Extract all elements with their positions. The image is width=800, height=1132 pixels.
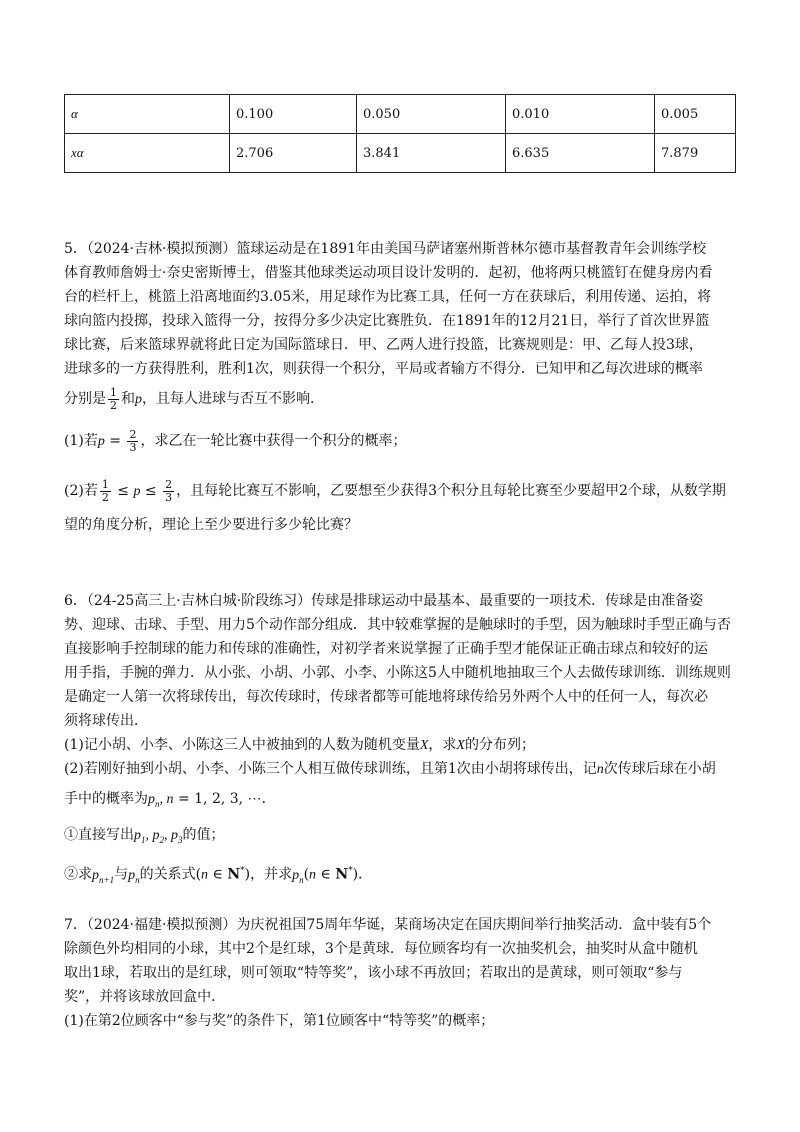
question-1: (1)记小胡、小李、小陈这三人中被抽到的人数为随机变量X，求X的分布列； [64,737,535,753]
text-span: ，求 [428,737,457,753]
fraction: $\frac{1}{2}$ [110,385,117,412]
table-header-cell: α [65,95,230,134]
problem-text-line: 势、迎球、击球、手型、用力5个动作部分组成．其中较难掌握的是触球时的手型，因为触球时手型正确与否 [64,617,731,633]
table-cell: 0.010 [506,95,655,134]
problem-text-line: 手中的概率为$p_n$, n = 1, 2, 3, ⋯． [64,791,276,809]
problem-text-line: 6．（24-25高三上·吉林白城·阶段练习）传球是排球运动中最基本、最重要的一项技术．传球是由准备姿 [64,593,704,609]
sub-question-2: ②求$p_{n+1}$与$p_n$的关系式(n ∈ N*)，并求$p_n(n$ ∈ N*)． [64,866,373,885]
problem-text-line: 5．（2024·吉林·模拟预测）篮球运动是在1891年由美国马萨诸塞州斯普林尔德市基督教青年会训练学校 [64,241,707,257]
question-2: (2)若刚好抽到小胡、小李、小陈三个人相互做传球训练，且第1次由小胡将球传出，记n次传球后球在小胡 [64,761,716,777]
problem-text-line: 取出1球，若取出的是红球，则可领取“特等奖”，该小球不再放回；若取出的是黄球，则可领取“参与 [64,965,683,981]
text-span: 分别是 [64,391,106,407]
problem-6 [64,589,739,889]
question-1: (1)在第2位顾客中“参与奖”的条件下，第1位顾客中“特等奖”的概率； [64,1013,495,1029]
text-span: ． [261,791,276,807]
critical-value-table [64,94,736,173]
text-span: ，并求 [250,866,293,883]
problem-text-line: 体育教师詹姆士·奈史密斯博士，借鉴其他球类运动项目设计发明的．起初，他将两只桃篮钉在健身房内看 [64,265,713,281]
table-cell: 0.050 [357,95,506,134]
problem-text-line: 直接影响手控制球的能力和传球的准确性，对初学者来说掌握了正确手型才能保证正确击球点和较好的运 [64,641,708,657]
text-span: 次传球后球在小胡 [603,761,716,777]
text-span: (2)若 [64,483,98,499]
problem-text-line: 球向篮内投掷，投球入篮得一分，按得分多少决定比赛胜负．在1891年的12月21日，举行了首次世界篮 [64,313,710,329]
table-row [65,95,736,134]
fraction: $\frac{2}{3}$ [165,477,173,504]
table-row [65,134,736,173]
text-span: 手中的概率为 [64,791,148,807]
problem-text-line: 望的角度分析，理论上至少要进行多少轮比赛？ [64,517,358,533]
fraction: $\frac{2}{3}$ [129,427,137,454]
problem-text-line: 台的栏杆上，桃篮上沿离地面约3.05米，用足球作为比赛工具，任何一方在获球后，利用传递、运拍，将 [64,289,712,305]
problem-text-line: 奖”，并将该球放回盒中． [64,989,226,1005]
text-span: ，且每人进球与否互不影响． [142,391,324,407]
text-span: ． [358,866,373,883]
problem-text-line: 进球多的一方获得胜利，胜利1次，则获得一个积分，平局或者输方不得分．已知甲和乙每次进球的概率 [64,361,703,377]
table-header-cell: xα [65,134,230,173]
problem-text-line: 用手指，手腕的弹力．从小张、小胡、小郭、小李、小陈这5人中随机地抽取三个人去做传球训练．训练规则 [64,665,731,681]
text-span: ，且每轮比赛互不影响，乙要想至少获得3个积分且每轮比赛至少要超甲2个球，从数学期 [176,483,726,499]
problem-text-line: 是确定一人第一次将球传出，每次传球时，传球者都等可能地将球传给另外两个人中的任何一人，每次必 [64,689,708,705]
question-2: (2)若 $\frac{1}{2}$ ≤ p ≤ $\frac{2}{3}$ ，且每轮比赛互不影响，乙要想至少获得3个积分且每轮比赛至少要超甲2个球，从数学期 [64,477,726,504]
table-cell: 7.879 [655,134,736,173]
text-span: 与 [114,866,129,883]
text-span: (1)记小胡、小李、小陈这三人中被抽到的人数为随机变量 [64,737,420,753]
problem-text-line: 分别是 $\frac{1}{2}$ 和p，且每人进球与否互不影响． [64,385,324,412]
text-span: 的关系式 [139,866,196,883]
text-span: 的值； [182,827,225,843]
text-span: (2)若刚好抽到小胡、小李、小陈三个人相互做传球训练，且第1次由小胡将球传出，记 [64,761,597,777]
question-1: (1)若p = $\frac{2}{3}$ ，求乙在一轮比赛中获得一个积分的概率； [64,427,407,454]
problem-text-line: 除颜色外均相同的小球，其中2个是红球，3个是黄球．每位顾客均有一次抽奖机会，抽奖时从盒中随机 [64,941,698,957]
problem-text-line: 球比赛，后来篮球界就将此日定为国际篮球日．甲、乙两人进行投篮，比赛规则是：甲、乙每人投3球， [64,337,703,353]
table-cell: 6.635 [506,134,655,173]
text-span: ②求 [64,866,92,883]
problem-text-line: 须将球传出． [64,713,148,729]
problem-text-line: 7．（2024·福建·模拟预测）为庆祝祖国75周年华诞，某商场决定在国庆期间举行抽奖活动．盒中装有5个 [64,917,712,933]
table-cell: 0.005 [655,95,736,134]
text-span: 的分布列； [464,737,535,753]
table-cell: 0.100 [230,95,357,134]
text-span: (1)若 [64,433,98,449]
text-span: 和 [121,391,135,407]
problem-7 [64,913,739,1033]
table-cell: 2.706 [230,134,357,173]
fraction: $\frac{1}{2}$ [101,477,109,504]
text-span: ①直接写出 [64,827,134,843]
table-cell: 3.841 [357,134,506,173]
text-span: ，求乙在一轮比赛中获得一个积分的概率； [140,433,407,449]
problem-5 [64,237,739,537]
sub-question-1: ①直接写出$p_1$, $p_2$, $p_3$的值； [64,827,225,845]
